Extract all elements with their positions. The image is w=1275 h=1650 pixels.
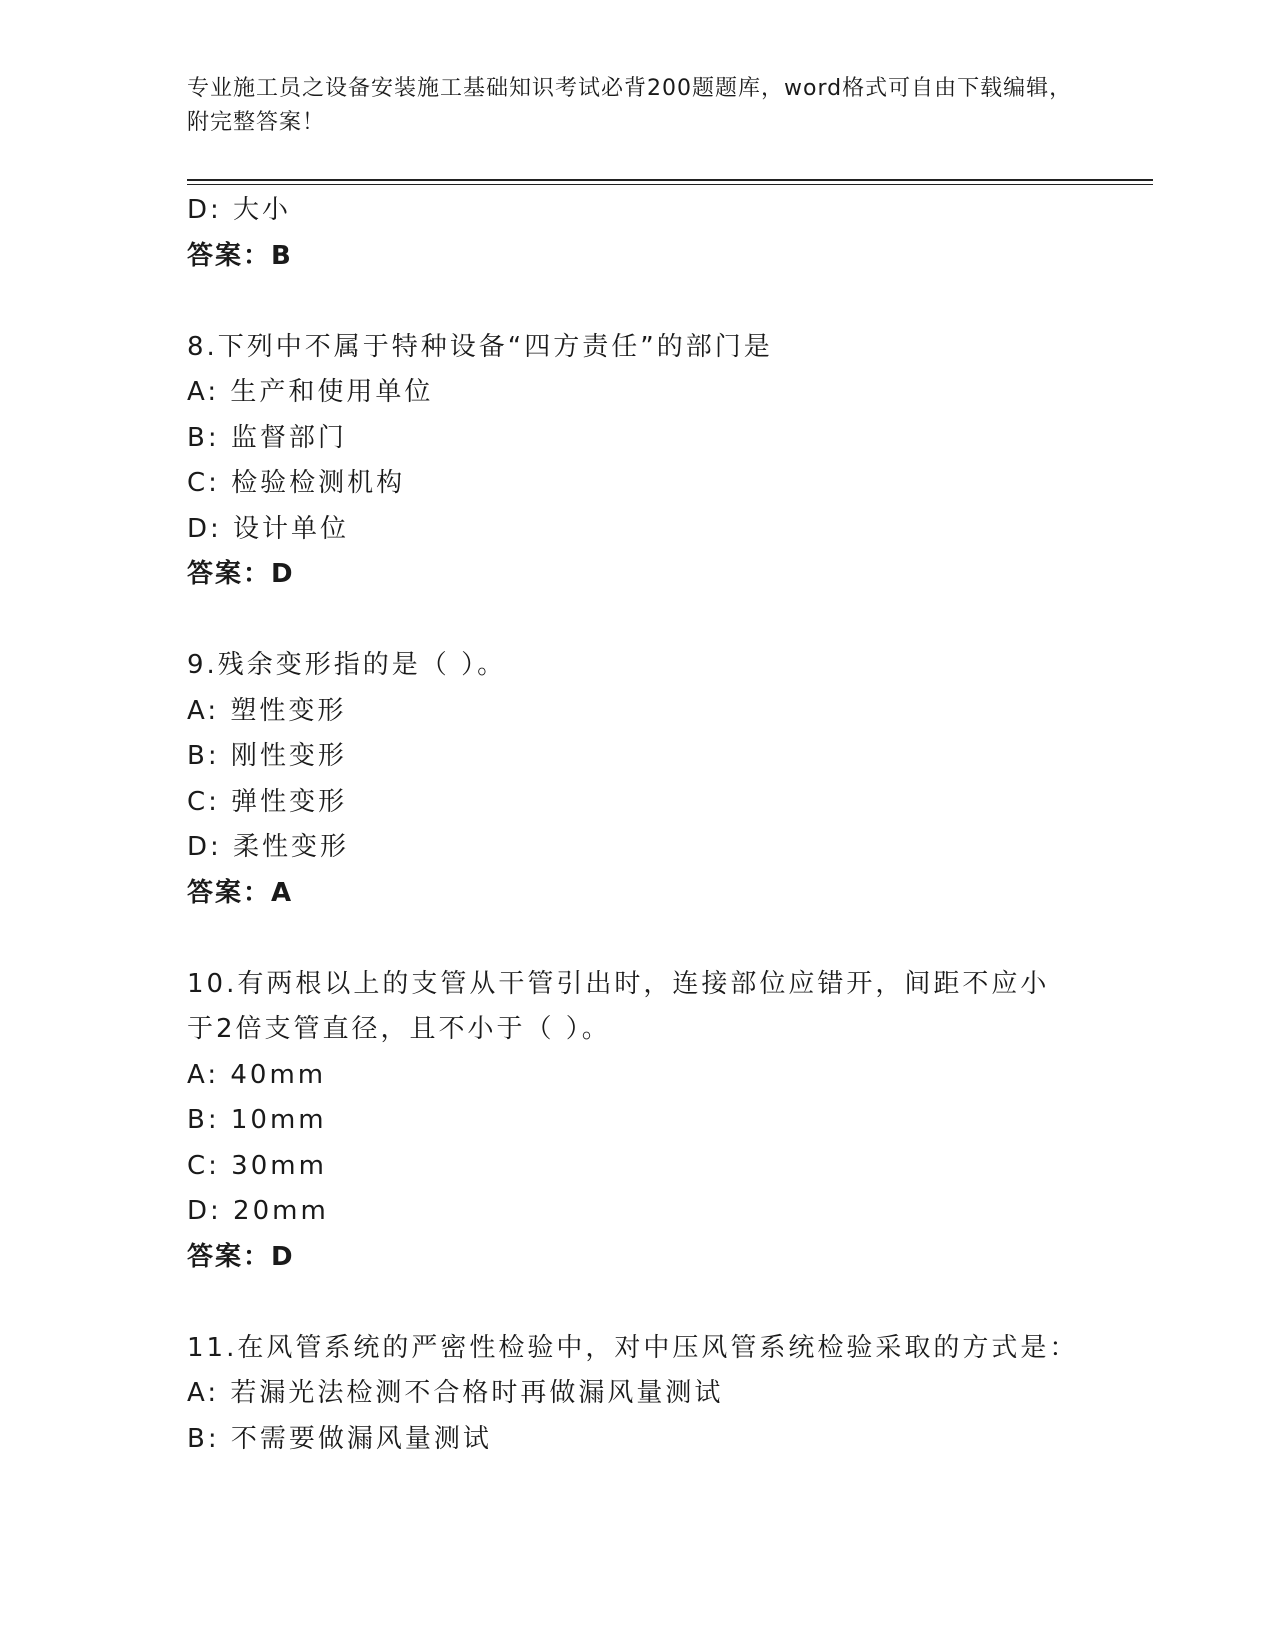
- answer-line: 答案：B: [187, 240, 293, 271]
- question-stem: 10.有两根以上的支管从干管引出时，连接部位应错开，间距不应小于2倍支管直径，且不小于（ ）。: [187, 968, 1050, 1044]
- question-11: [187, 1326, 1087, 1463]
- option-a: A: 40mm: [187, 1059, 327, 1090]
- option-b: B: 监督部门: [187, 422, 347, 453]
- option-a: A: 塑性变形: [187, 695, 347, 726]
- question-stem: 11.在风管系统的严密性检验中，对中压风管系统检验采取的方式是：: [187, 1332, 1079, 1363]
- question-stem: 9.残余变形指的是（ ）。: [187, 650, 507, 680]
- question-8: [187, 325, 1087, 598]
- question-9: [187, 643, 1087, 916]
- option-c: C: 弹性变形: [187, 786, 348, 817]
- option-d: D: 设计单位: [187, 513, 350, 544]
- option-b: B: 刚性变形: [187, 741, 347, 771]
- option-d: D: 柔性变形: [187, 832, 350, 862]
- question-stem: 8.下列中不属于特种设备“四方责任”的部门是: [187, 331, 773, 362]
- header-divider-thick: [187, 179, 1153, 181]
- option-d: D: 20mm: [187, 1196, 329, 1226]
- answer-line: 答案：D: [187, 1241, 295, 1272]
- option-c: C: 30mm: [187, 1150, 327, 1181]
- option-b: B: 10mm: [187, 1105, 327, 1135]
- option-a: A: 生产和使用单位: [187, 377, 434, 407]
- option-d: D: 大小: [187, 195, 292, 225]
- document-header: 专业施工员之设备安装施工基础知识考试必背200题题库，word格式可自由下载编辑，附完整答案！: [187, 76, 1073, 135]
- header-divider-thin: [187, 184, 1153, 185]
- option-a: A: 若漏光法检测不合格时再做漏风量测试: [187, 1378, 724, 1408]
- answer-line: 答案：D: [187, 559, 295, 589]
- question-list: [187, 188, 1087, 1462]
- question-10: [187, 962, 1087, 1281]
- option-b: B: 不需要做漏风量测试: [187, 1423, 492, 1454]
- option-c: C: 检验检测机构: [187, 468, 406, 498]
- answer-line: 答案：A: [187, 877, 294, 908]
